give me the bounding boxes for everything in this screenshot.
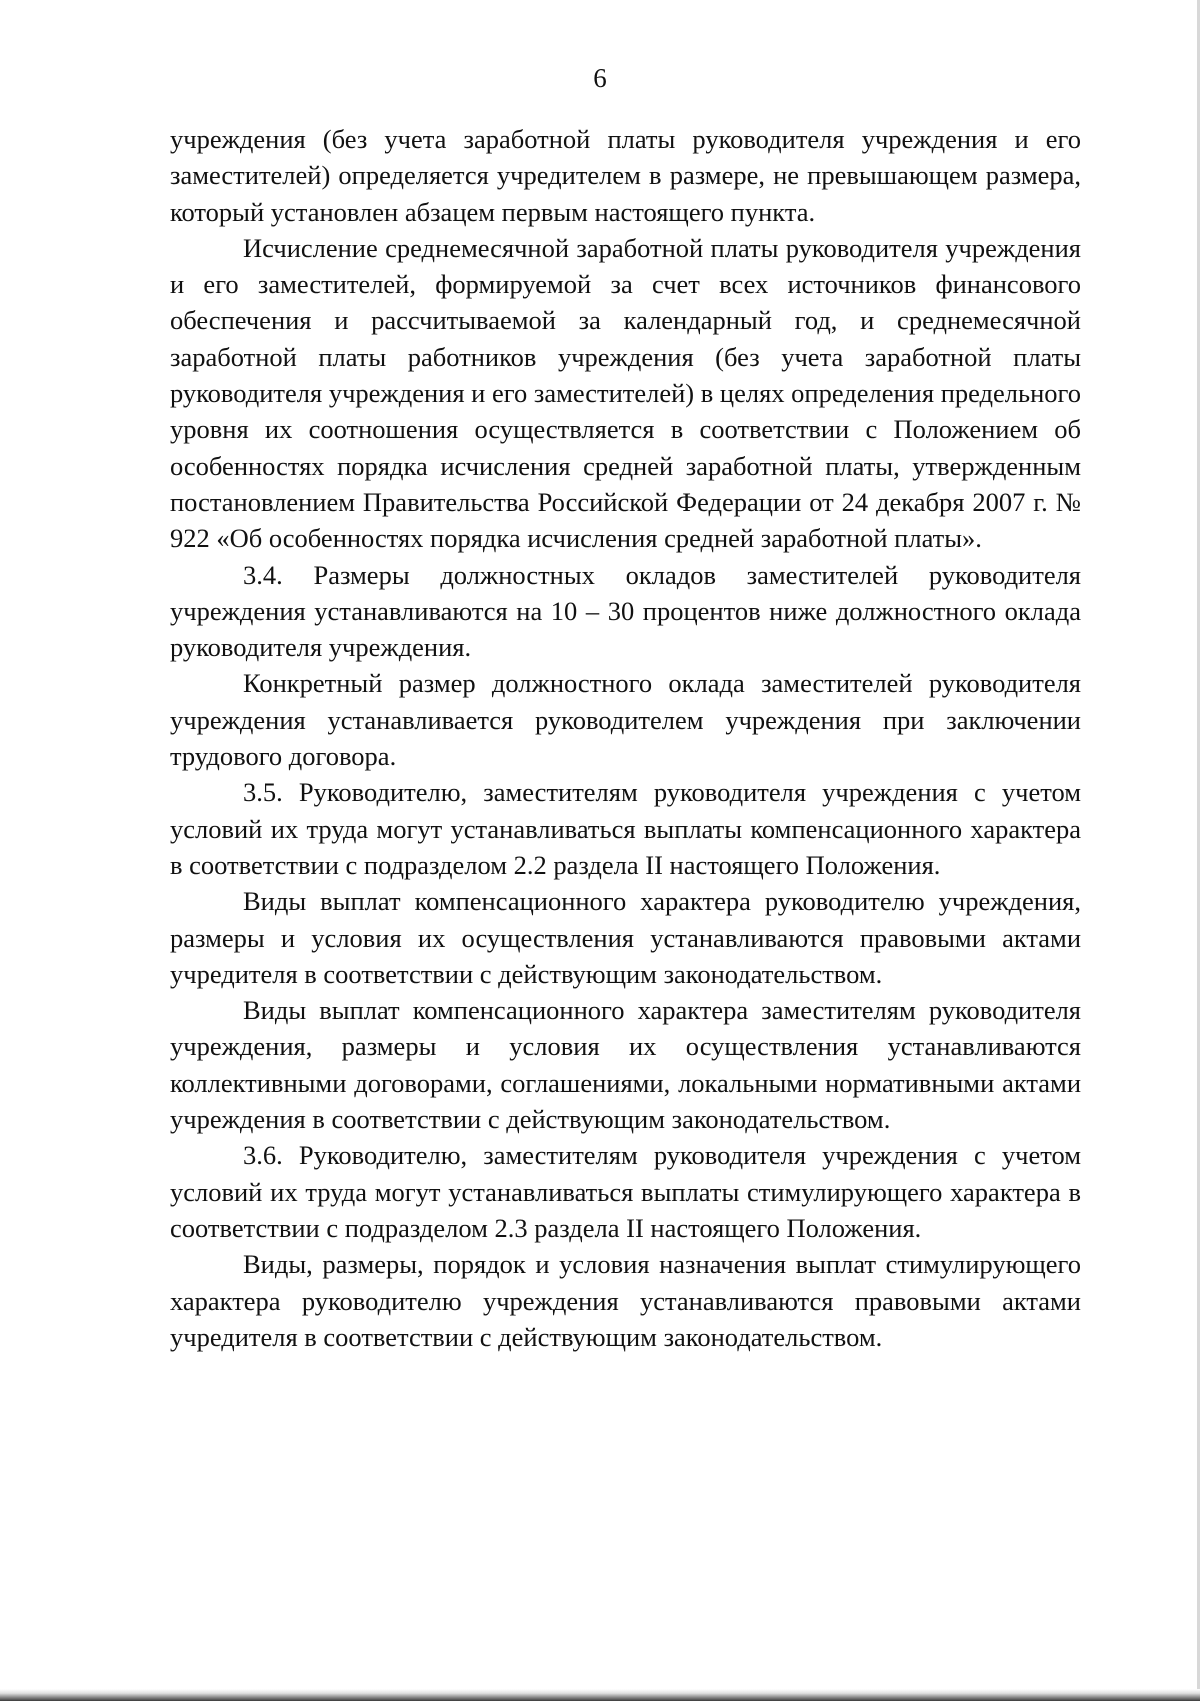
document-body — [170, 121, 1081, 1355]
scan-edge-bottom — [0, 1689, 1200, 1701]
page-number: 6 — [593, 63, 607, 93]
paragraph-incentive-payments: Виды, размеры, порядок и условия назначения выплат стимулирующего характера руководителю учреждения устанавливаются правовыми актами учредителя в соответствии с действующим законодательством. — [170, 1249, 1081, 1352]
paragraph-3-5: 3.5. Руководителю, заместителям руководителя учреждения с учетом условий их труда могут устанавливаться выплаты компенсационного характера в соответствии с подразделом 2.2 раздела II настоящего Положения. — [170, 777, 1081, 880]
paragraph-3-4: 3.4. Размеры должностных окладов заместителей руководителя учреждения устанавливаются на 10 – 30 процентов ниже должностного оклада руководителя учреждения. — [170, 559, 1081, 663]
paragraph-specific-salary: Конкретный размер должностного оклада заместителей руководителя учреждения устанавливается руководителем учреждения при заключении трудового договора. — [170, 668, 1081, 772]
paragraph-3-6: 3.6. Руководителю, заместителям руководителя учреждения с учетом условий их труда могут устанавливаться выплаты стимулирующего характера в соответствии с подразделом 2.3 раздела II настоящего Положения. — [170, 1140, 1081, 1243]
paragraph-salary-calculation: Исчисление среднемесячной заработной платы руководителя учреждения и его заместителей, формируемой за счет всех источников финансового обеспечения и рассчитываемой за календарный год, и среднемесячной заработной платы работников учреждения (без учета заработной платы руководителя учреждения и его заместителей) в целях определения предельного уровня их соотношения осуществляется в соответствии с Положением об особенностях порядка исчисления средней заработной платы, утвержденным постановлением Правительства Российской Федерации от 24 декабря 2007 г. № 922 «Об особенностях порядка исчисления средней заработной платы». — [170, 232, 1081, 554]
paragraph-compensation-deputies: Виды выплат компенсационного характера заместителям руководителя учреждения, размеры и условия их осуществления устанавливаются коллективными договорами, соглашениями, локальными нормативными актами учреждения в соответствии с действующим законодательством. — [170, 995, 1081, 1135]
paragraph-compensation-director: Виды выплат компенсационного характера руководителю учреждения, размеры и условия их осуществления устанавливаются правовыми актами учредителя в соответствии с действующим законодательством. — [170, 886, 1081, 989]
paragraph-continuation: учреждения (без учета заработной платы руководителя учреждения и его заместителей) определяется учредителем в размере, не превышающем размера, который установлен абзацем первым настоящего пункта. — [170, 124, 1081, 227]
